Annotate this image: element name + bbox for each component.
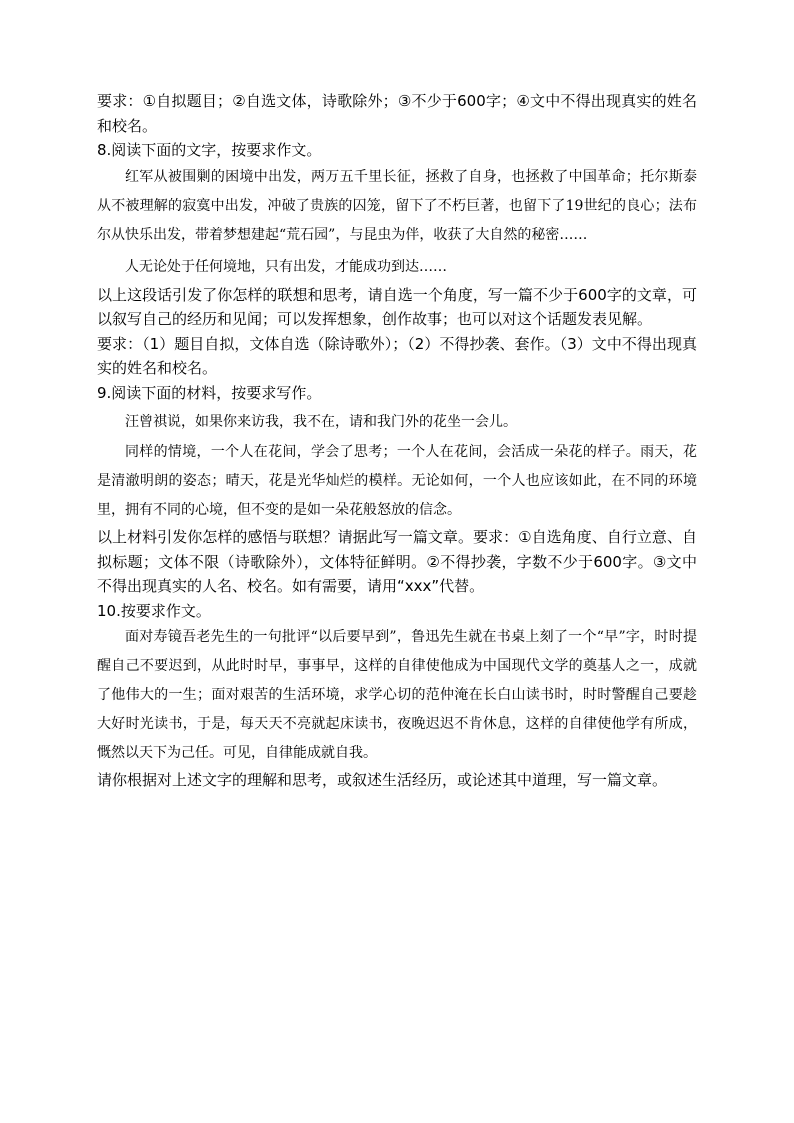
q8-prompt: 以上这段话引发了你怎样的联想和思考，请自选一个角度，写一篇不少于600字的文章，可以叙写自己的经历和见闻；可以发挥想象，创作故事；也可以对这个话题发表见解。: [97, 285, 697, 328]
q8-requirement: 要求：（1）题目自拟，文体自选（除诗歌外）；（2）不得抄袭、套作。（3）文中不得出现真实的姓名和校名。: [97, 334, 697, 377]
q9-material-paragraph-1: 汪曾祺说，如果你来访我，我不在，请和我门外的花坐一会儿。: [125, 414, 517, 430]
q10-prompt: 请你根据对上述文字的理解和思考，或叙述生活经历，或论述其中道理，写一篇文章。: [97, 771, 668, 789]
q10-heading: 10.按要求作文。: [97, 601, 211, 620]
q8-heading: 8.阅读下面的文字，按要求作文。: [97, 141, 322, 159]
q8-material-paragraph-2: 人无论处于任何境地，只有出发，才能成功到达……: [125, 258, 447, 275]
q9-material-paragraph-2: 同样的情境，一个人在花间，学会了思考；一个人在花间，会活成一朵花的样子。雨天，花是清澈明朗的姿态；晴天，花是光华灿烂的模样。无论如何，一个人也应该如此，在不同的环境里，拥有不同的心境，但不变的是如一朵花般怒放的信念。: [97, 444, 697, 518]
q8-material-paragraph-1: 红军从被围剿的困境中出发，两万五千里长征，拯救了自身，也拯救了中国革命；托尔斯泰从不被理解的寂寞中出发，冲破了贵族的囚笼，留下了不朽巨著，也留下了19世纪的良心；法布尔从快乐出发，带着梦想建起“荒石园”，与昆虫为伴，收获了大自然的秘密……: [97, 168, 697, 243]
q9-prompt: 以上材料引发你怎样的感悟与联想？请据此写一篇文章。要求：①自选角度、自行立意、自拟标题；文体不限（诗歌除外），文体特征鲜明。②不得抄袭，字数不少于600字。③文中不得出现真实的人名、校名。如有需要，请用“xxx”代替。: [97, 528, 697, 595]
q7-requirement: 要求：①自拟题目；②自选文体，诗歌除外；③不少于600字；④文中不得出现真实的姓名和校名。: [97, 92, 697, 135]
q9-heading: 9.阅读下面的材料，按要求写作。: [97, 383, 322, 402]
q10-material-paragraph-1: 面对寿镜吾老先生的一句批评“以后要早到”，鲁迅先生就在书桌上刻了一个“早”字，时时提醒自己不要迟到，从此时时早，事事早，这样的自律使他成为中国现代文学的奠基人之一，成就了他伟大的一生；面对艰苦的生活环境，求学心切的范仲淹在长白山读书时，时时警醒自己要趁大好时光读书，于是，每天天不亮就起床读书，夜晚迟迟不肯休息，这样的自律使他学有所成，慨然以天下为己任。可见，自律能成就自我。: [97, 629, 697, 761]
